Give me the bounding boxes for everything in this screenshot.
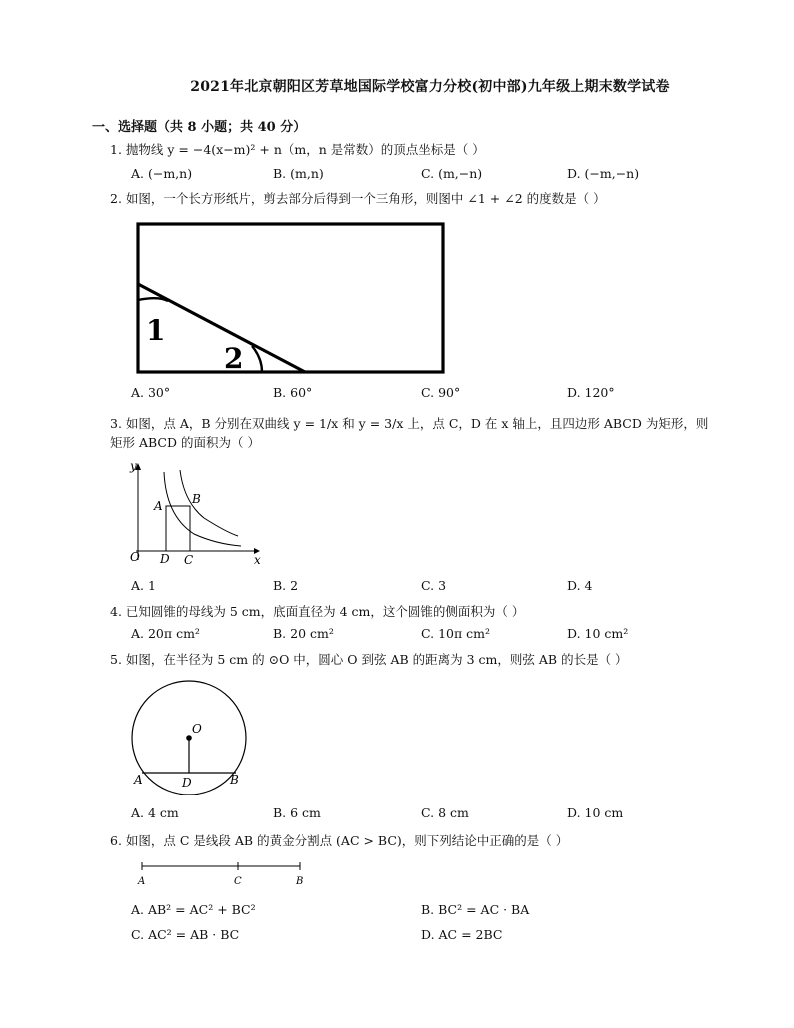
q2-rectangle-figure: [130, 218, 450, 378]
q5-option-a: A. 4 cm: [131, 805, 179, 820]
question-3-stem-line2: 矩形 ABCD 的面积为（ ）: [110, 435, 260, 451]
q4-option-b: B. 20 cm²: [273, 626, 334, 641]
q3-option-b: B. 2: [273, 578, 299, 593]
q3-label-x: x: [254, 553, 261, 567]
q5-circle-figure: [126, 680, 256, 795]
q5-center-dot: [186, 735, 192, 741]
q3-curve-1-over-x: [164, 472, 241, 546]
q6-option-c: C. AC² = AB · BC: [131, 927, 240, 942]
question-6: [110, 831, 720, 850]
q5-option-c: C. 8 cm: [421, 805, 469, 820]
q4-option-c: C. 10π cm²: [421, 626, 491, 641]
question-3-stem-line1: 3. 如图，点 A，B 分别在双曲线 y = 1/x 和 y = 3/x 上，点 C，D 在 x 轴上，且四边形 ABCD 为矩形，则: [110, 416, 709, 431]
q3-curve-3-over-x: [180, 470, 238, 536]
q3-hyperbola-figure: [126, 456, 276, 571]
q2-option-b: B. 60°: [273, 385, 313, 400]
q4-option-d: D. 10 cm²: [567, 626, 629, 641]
exam-title: 2021年北京朝阳区芳草地国际学校富力分校(初中部)九年级上期末数学试卷: [190, 79, 670, 95]
question-5-stem: 5. 如图，在半径为 5 cm 的 ⊙O 中，圆心 O 到弦 AB 的距离为 3 cm，则弦 AB 的长是（ ）: [110, 652, 628, 667]
q6-option-d: D. AC = 2BC: [421, 927, 503, 942]
q2-option-c: C. 90°: [421, 385, 461, 400]
q3-label-b: B: [192, 492, 201, 506]
q5-option-b: B. 6 cm: [273, 805, 321, 820]
q3-label-o: O: [130, 550, 140, 564]
q6-option-a: A. AB² = AC² + BC²: [131, 902, 256, 917]
q6-label-a: A: [138, 876, 146, 887]
question-4-stem: 4. 已知圆锥的母线为 5 cm，底面直径为 4 cm，这个圆锥的侧面积为（ ）: [110, 604, 525, 619]
question-3: [110, 414, 720, 453]
q2-angle-1-label: 1: [146, 314, 166, 347]
q4-option-a: A. 20π cm²: [131, 626, 200, 641]
q1-option-b: B. (m,n): [273, 166, 324, 181]
q5-label-d: D: [182, 776, 192, 790]
question-1-stem: 1. 抛物线 y = −4(x−m)² + n（m，n 是常数）的顶点坐标是（ ）: [110, 142, 485, 157]
question-6-stem: 6. 如图，点 C 是线段 AB 的黄金分割点 (AC > BC)，则下列结论中正确的是（ ）: [110, 833, 569, 848]
q1-option-d: D. (−m,−n): [567, 166, 640, 181]
question-2-stem: 2. 如图，一个长方形纸片，剪去部分后得到一个三角形，则图中 ∠1 + ∠2 的度数是（ ）: [110, 191, 606, 206]
q1-option-a: A. (−m,n): [131, 166, 193, 181]
q3-option-d: D. 4: [567, 578, 593, 593]
question-2: [110, 189, 720, 208]
q2-rect-outline: [138, 224, 443, 372]
q5-label-o: O: [192, 722, 202, 736]
q6-label-b: B: [296, 876, 304, 887]
q3-label-y: y: [130, 459, 137, 473]
question-1: [110, 140, 720, 159]
q2-angle-2-label: 2: [224, 342, 244, 375]
section-heading: 一、选择题（共 8 小题；共 40 分）: [92, 120, 307, 135]
q5-label-b: B: [230, 773, 239, 787]
question-5: [110, 650, 720, 669]
q6-option-b: B. BC² = AC · BA: [421, 902, 530, 917]
q3-label-a: A: [154, 499, 163, 513]
question-4: [110, 602, 720, 621]
q5-label-a: A: [134, 773, 143, 787]
q6-label-c: C: [234, 876, 242, 887]
q6-segment-figure: [134, 858, 314, 888]
q2-angle-1-arc: [138, 298, 168, 301]
q3-option-a: A. 1: [131, 578, 156, 593]
q3-label-c: C: [184, 553, 194, 567]
q2-option-a: A. 30°: [131, 385, 171, 400]
q5-option-d: D. 10 cm: [567, 805, 624, 820]
q3-label-d: D: [160, 552, 170, 566]
q2-option-d: D. 120°: [567, 385, 615, 400]
q1-option-c: C. (m,−n): [421, 166, 483, 181]
q3-option-c: C. 3: [421, 578, 447, 593]
